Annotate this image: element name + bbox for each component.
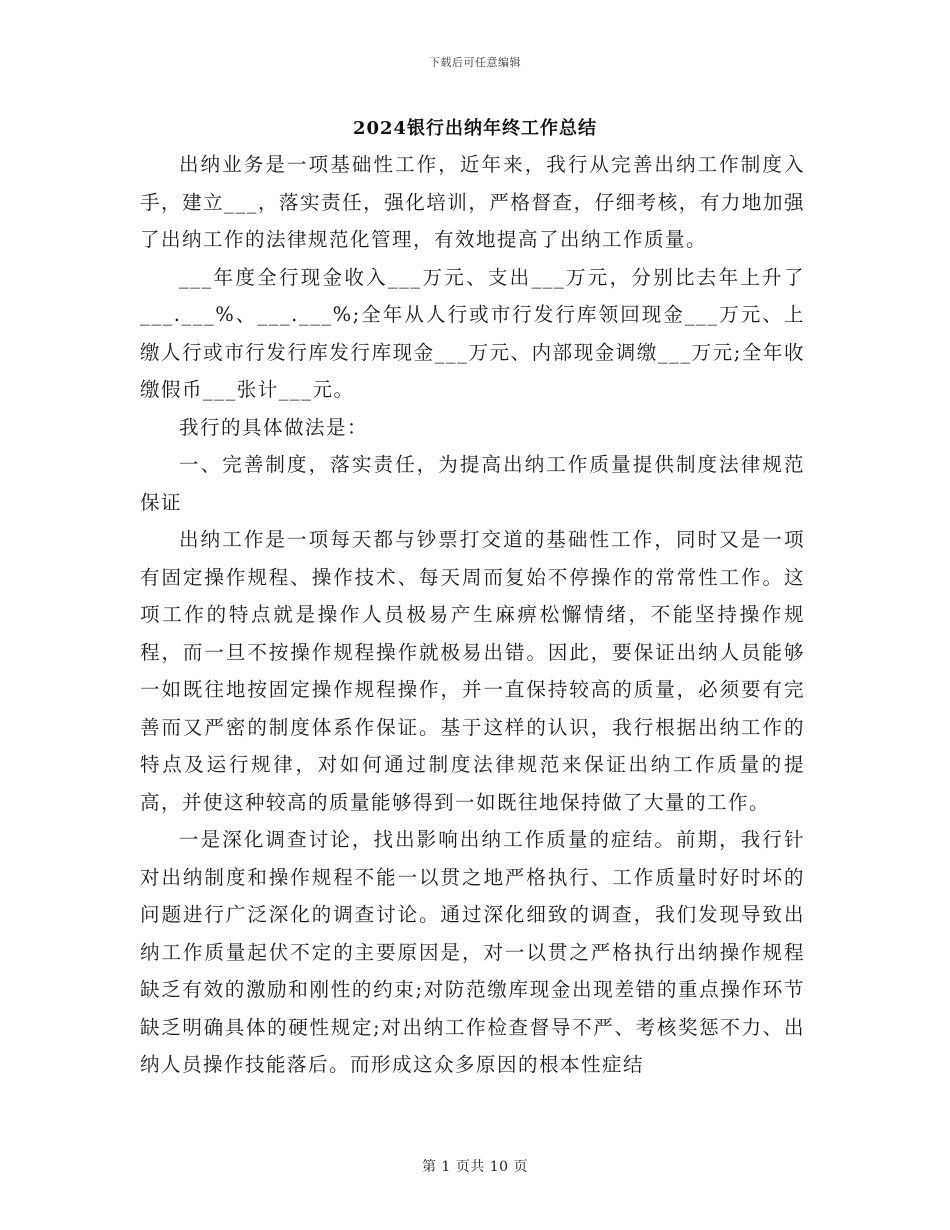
document-body (140, 146, 805, 1084)
page-number: 第 1 页共 10 页 (421, 1159, 529, 1175)
paragraph-2: ___年度全行现金收入___万元、支出___万元，分别比去年上升了___.___%、___.___%;全年从人行或市行发行库领回现金___万元、上缴人行或市行发行库发行库现金___万元、内部现金调缴___万元;全年收缴假币___张计___元。 (140, 265, 805, 401)
section-heading-1: 一、完善制度，落实责任，为提高出纳工作质量提供制度法律规范保证 (140, 453, 805, 514)
paragraph-5: 一是深化调查讨论，找出影响出纳工作质量的症结。前期，我行针对出纳制度和操作规程不能一以贯之地严格执行、工作质量时好时坏的问题进行广泛深化的调查讨论。通过深化细致的调查，我们发现导致出纳工作质量起伏不定的主要原因是，对一以贯之严格执行出纳操作规程缺乏有效的激励和刚性的约束;对防范缴库现金出现差错的重点操作环节缺乏明确具体的硬性规定;对出纳工作检查督导不严、考核奖惩不力、出纳人员操作技能落后。而形成这众多原因的根本性症结 (140, 828, 805, 1076)
paragraph-3: 我行的具体做法是： (179, 415, 369, 439)
paragraph-4: 出纳工作是一项每天都与钞票打交道的基础性工作，同时又是一项有固定操作规程、操作技术、每天周而复始不停操作的常常性工作。这项工作的特点就是操作人员极易产生麻痹松懈情绪，不能坚持操作规程，而一旦不按操作规程操作就极易出错。因此，要保证出纳人员能够一如既往地按固定操作规程操作，并一直保持较高的质量，必须要有完善而又严密的制度体系作保证。基于这样的认识，我行根据出纳工作的特点及运行规律，对如何通过制度法律规范来保证出纳工作质量的提高，并使这种较高的质量能够得到一如既往地保持做了大量的工作。 (140, 528, 805, 814)
document-title: 2024银行出纳年终工作总结 (352, 118, 598, 139)
header-note: 下载后可任意编辑 (429, 56, 521, 69)
paragraph-1: 出纳业务是一项基础性工作，近年来，我行从完善出纳工作制度入手，建立___，落实责任，强化培训，严格督查，仔细考核，有力地加强了出纳工作的法律规范化管理，有效地提高了出纳工作质量。 (140, 153, 805, 251)
